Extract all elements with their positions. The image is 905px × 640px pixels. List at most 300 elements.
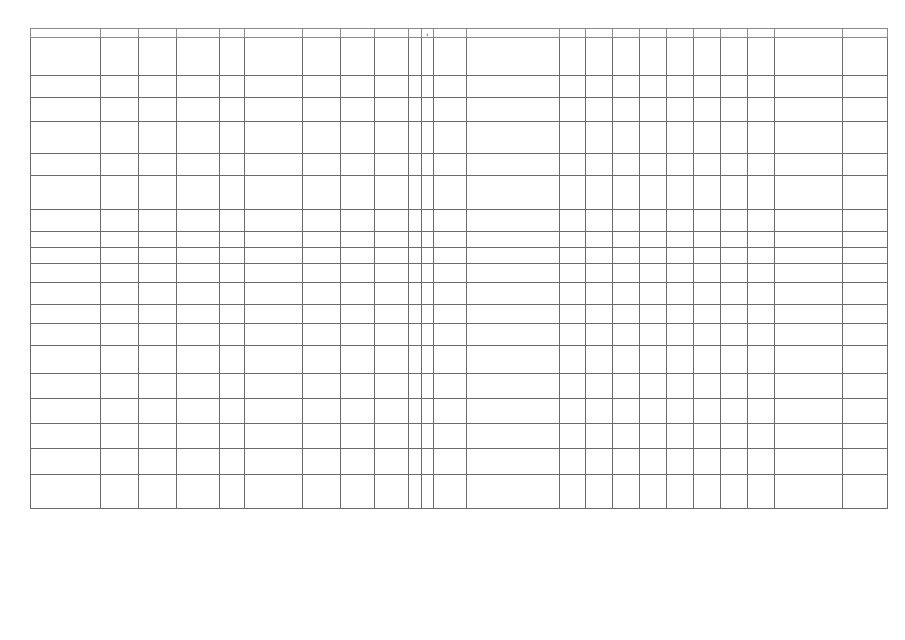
table-cell bbox=[100, 98, 138, 122]
empty-cell bbox=[748, 176, 775, 210]
empty-cell bbox=[667, 424, 694, 449]
empty-cell bbox=[640, 122, 667, 154]
table-cell bbox=[177, 154, 220, 176]
table-cell bbox=[586, 399, 613, 424]
empty-cell bbox=[694, 424, 721, 449]
table-row bbox=[31, 248, 888, 264]
table-cell bbox=[244, 424, 302, 449]
row-number-cell bbox=[31, 248, 101, 264]
table-cell bbox=[586, 449, 613, 475]
table-cell bbox=[433, 374, 467, 399]
table-cell bbox=[138, 76, 176, 98]
table-cell bbox=[244, 283, 302, 305]
table-cell bbox=[100, 248, 138, 264]
table-cell bbox=[559, 38, 586, 76]
table-cell bbox=[100, 122, 138, 154]
table-cell bbox=[586, 176, 613, 210]
empty-cell bbox=[640, 475, 667, 509]
empty-cell bbox=[667, 283, 694, 305]
table-cell bbox=[138, 324, 176, 346]
empty-cell bbox=[748, 264, 775, 283]
empty-cell bbox=[694, 283, 721, 305]
table-cell bbox=[138, 283, 176, 305]
table-cell bbox=[219, 475, 244, 509]
table-row bbox=[31, 122, 888, 154]
empty-cell bbox=[748, 324, 775, 346]
table-cell bbox=[467, 346, 559, 374]
empty-cell bbox=[667, 305, 694, 324]
table-cell bbox=[586, 98, 613, 122]
table-row bbox=[31, 449, 888, 475]
table-cell bbox=[303, 210, 341, 232]
table-cell bbox=[219, 38, 244, 76]
table-cell bbox=[586, 324, 613, 346]
empty-cell bbox=[694, 449, 721, 475]
empty-cell bbox=[613, 98, 640, 122]
table-cell bbox=[341, 176, 375, 210]
table-cell bbox=[100, 449, 138, 475]
table-cell bbox=[559, 399, 586, 424]
table-cell bbox=[244, 374, 302, 399]
table-cell bbox=[559, 176, 586, 210]
row-marker bbox=[422, 424, 433, 449]
table-cell bbox=[138, 475, 176, 509]
table-cell bbox=[341, 264, 375, 283]
table-cell bbox=[177, 122, 220, 154]
empty-cell bbox=[721, 38, 748, 76]
empty-cell bbox=[667, 264, 694, 283]
table-row bbox=[31, 399, 888, 424]
table-cell bbox=[559, 210, 586, 232]
table-cell bbox=[467, 305, 559, 324]
table-cell bbox=[303, 374, 341, 399]
table-cell bbox=[138, 374, 176, 399]
header-row bbox=[31, 29, 888, 38]
empty-cell bbox=[640, 232, 667, 248]
table-cell bbox=[467, 264, 559, 283]
empty-cell bbox=[613, 122, 640, 154]
table-cell bbox=[303, 305, 341, 324]
empty-cell bbox=[667, 475, 694, 509]
table-cell bbox=[303, 475, 341, 509]
empty-cell bbox=[613, 374, 640, 399]
table-cell bbox=[408, 283, 421, 305]
table-cell bbox=[408, 449, 421, 475]
table-cell bbox=[219, 264, 244, 283]
row-number-cell bbox=[31, 264, 101, 283]
table-cell bbox=[100, 399, 138, 424]
empty-cell bbox=[721, 264, 748, 283]
table-cell bbox=[219, 399, 244, 424]
empty-cell bbox=[775, 248, 842, 264]
table-cell bbox=[177, 305, 220, 324]
table-cell bbox=[433, 424, 467, 449]
table-cell bbox=[303, 324, 341, 346]
table-cell bbox=[138, 98, 176, 122]
empty-cell bbox=[842, 449, 887, 475]
table-cell bbox=[408, 305, 421, 324]
empty-cell bbox=[640, 305, 667, 324]
empty-cell bbox=[748, 305, 775, 324]
empty-cell bbox=[694, 210, 721, 232]
table-row bbox=[31, 305, 888, 324]
empty-cell bbox=[721, 122, 748, 154]
empty-cell bbox=[775, 283, 842, 305]
row-marker bbox=[422, 324, 433, 346]
table-cell bbox=[586, 346, 613, 374]
table-cell bbox=[138, 449, 176, 475]
row-number-cell bbox=[31, 76, 101, 98]
empty-cell bbox=[842, 76, 887, 98]
table-cell bbox=[433, 232, 467, 248]
empty-cell bbox=[842, 399, 887, 424]
empty-cell bbox=[748, 38, 775, 76]
table-row bbox=[31, 76, 888, 98]
table-cell bbox=[467, 475, 559, 509]
table-cell bbox=[138, 210, 176, 232]
table-cell bbox=[433, 324, 467, 346]
row-number-cell bbox=[31, 374, 101, 399]
row-marker bbox=[422, 374, 433, 399]
table-cell bbox=[303, 424, 341, 449]
table-cell bbox=[138, 38, 176, 76]
table-cell bbox=[586, 248, 613, 264]
row-number-cell bbox=[31, 399, 101, 424]
table-cell bbox=[559, 346, 586, 374]
table-row bbox=[31, 324, 888, 346]
table-row bbox=[31, 210, 888, 232]
row-marker bbox=[422, 248, 433, 264]
table-cell bbox=[100, 324, 138, 346]
table-cell bbox=[586, 374, 613, 399]
table-cell bbox=[586, 424, 613, 449]
table-cell bbox=[467, 424, 559, 449]
empty-cell bbox=[613, 232, 640, 248]
empty-cell bbox=[667, 98, 694, 122]
empty-cell bbox=[667, 210, 694, 232]
table-cell bbox=[219, 98, 244, 122]
empty-cell bbox=[694, 232, 721, 248]
row-marker bbox=[422, 264, 433, 283]
empty-cell bbox=[640, 424, 667, 449]
table-cell bbox=[341, 232, 375, 248]
table-cell bbox=[303, 176, 341, 210]
empty-cell bbox=[640, 76, 667, 98]
table-cell bbox=[219, 305, 244, 324]
table-cell bbox=[467, 98, 559, 122]
table-cell bbox=[100, 283, 138, 305]
table-cell bbox=[467, 374, 559, 399]
empty-cell bbox=[748, 232, 775, 248]
table-cell bbox=[375, 424, 409, 449]
empty-cell bbox=[694, 374, 721, 399]
table-cell bbox=[433, 38, 467, 76]
empty-cell bbox=[721, 475, 748, 509]
table-cell bbox=[559, 232, 586, 248]
table-cell bbox=[433, 399, 467, 424]
table-row bbox=[31, 264, 888, 283]
table-cell bbox=[244, 305, 302, 324]
empty-cell bbox=[721, 399, 748, 424]
table-cell bbox=[467, 176, 559, 210]
table-cell bbox=[100, 76, 138, 98]
empty-cell bbox=[842, 248, 887, 264]
empty-cell bbox=[694, 176, 721, 210]
empty-cell bbox=[613, 346, 640, 374]
table-cell bbox=[100, 176, 138, 210]
empty-cell bbox=[775, 475, 842, 509]
table-cell bbox=[100, 305, 138, 324]
table-cell bbox=[219, 76, 244, 98]
table-cell bbox=[341, 346, 375, 374]
empty-cell bbox=[775, 324, 842, 346]
table-cell bbox=[244, 346, 302, 374]
table-cell bbox=[244, 154, 302, 176]
table-cell bbox=[219, 374, 244, 399]
table-cell bbox=[341, 154, 375, 176]
table-cell bbox=[177, 38, 220, 76]
empty-cell bbox=[613, 38, 640, 76]
row-marker bbox=[422, 76, 433, 98]
empty-cell bbox=[775, 210, 842, 232]
table-cell bbox=[408, 264, 421, 283]
empty-cell bbox=[640, 324, 667, 346]
table-cell bbox=[467, 210, 559, 232]
empty-cell bbox=[721, 98, 748, 122]
table-row bbox=[31, 475, 888, 509]
table-cell bbox=[341, 424, 375, 449]
table-cell bbox=[303, 264, 341, 283]
empty-cell bbox=[640, 176, 667, 210]
table-cell bbox=[244, 449, 302, 475]
table-cell bbox=[375, 346, 409, 374]
empty-cell bbox=[748, 210, 775, 232]
table-cell bbox=[244, 38, 302, 76]
table-cell bbox=[177, 449, 220, 475]
table-cell bbox=[244, 324, 302, 346]
table-cell bbox=[303, 98, 341, 122]
table-cell bbox=[138, 154, 176, 176]
table-cell bbox=[341, 475, 375, 509]
table-cell bbox=[559, 283, 586, 305]
table-cell bbox=[375, 264, 409, 283]
table-cell bbox=[559, 475, 586, 509]
empty-cell bbox=[775, 374, 842, 399]
table-cell bbox=[375, 232, 409, 248]
table-cell bbox=[177, 76, 220, 98]
table-cell bbox=[244, 122, 302, 154]
registry-table bbox=[30, 28, 888, 509]
row-marker bbox=[422, 98, 433, 122]
table-cell bbox=[375, 176, 409, 210]
table-cell bbox=[375, 475, 409, 509]
empty-cell bbox=[667, 248, 694, 264]
empty-cell bbox=[667, 176, 694, 210]
table-cell bbox=[341, 324, 375, 346]
table-cell bbox=[375, 283, 409, 305]
row-marker bbox=[422, 154, 433, 176]
empty-cell bbox=[721, 248, 748, 264]
table-cell bbox=[408, 374, 421, 399]
empty-cell bbox=[748, 283, 775, 305]
table-cell bbox=[433, 176, 467, 210]
table-cell bbox=[559, 264, 586, 283]
table-cell bbox=[138, 346, 176, 374]
table-cell bbox=[219, 154, 244, 176]
empty-cell bbox=[613, 324, 640, 346]
table-cell bbox=[341, 98, 375, 122]
empty-cell bbox=[667, 232, 694, 248]
row-marker bbox=[422, 122, 433, 154]
empty-cell bbox=[721, 424, 748, 449]
empty-cell bbox=[842, 264, 887, 283]
empty-cell bbox=[694, 98, 721, 122]
table-row bbox=[31, 176, 888, 210]
table-cell bbox=[467, 154, 559, 176]
table-cell bbox=[303, 346, 341, 374]
empty-cell bbox=[640, 98, 667, 122]
table-cell bbox=[408, 248, 421, 264]
empty-cell bbox=[613, 399, 640, 424]
table-cell bbox=[408, 154, 421, 176]
table-cell bbox=[467, 122, 559, 154]
table-cell bbox=[341, 283, 375, 305]
empty-cell bbox=[842, 176, 887, 210]
empty-cell bbox=[748, 399, 775, 424]
table-cell bbox=[586, 232, 613, 248]
table-cell bbox=[408, 232, 421, 248]
table-cell bbox=[303, 232, 341, 248]
empty-cell bbox=[721, 154, 748, 176]
table-cell bbox=[375, 76, 409, 98]
empty-cell bbox=[613, 449, 640, 475]
table-cell bbox=[303, 154, 341, 176]
row-number-cell bbox=[31, 98, 101, 122]
table-cell bbox=[586, 122, 613, 154]
table-cell bbox=[467, 248, 559, 264]
empty-cell bbox=[748, 122, 775, 154]
empty-cell bbox=[613, 154, 640, 176]
table-cell bbox=[433, 346, 467, 374]
table-cell bbox=[559, 248, 586, 264]
table-cell bbox=[559, 98, 586, 122]
table-cell bbox=[341, 374, 375, 399]
empty-cell bbox=[640, 374, 667, 399]
table-cell bbox=[375, 122, 409, 154]
table-cell bbox=[303, 449, 341, 475]
table-cell bbox=[219, 449, 244, 475]
table-cell bbox=[586, 264, 613, 283]
empty-cell bbox=[613, 475, 640, 509]
table-cell bbox=[138, 122, 176, 154]
empty-cell bbox=[721, 324, 748, 346]
table-cell bbox=[219, 424, 244, 449]
empty-cell bbox=[667, 38, 694, 76]
row-marker bbox=[422, 346, 433, 374]
empty-cell bbox=[640, 38, 667, 76]
table-cell bbox=[341, 38, 375, 76]
empty-cell bbox=[721, 374, 748, 399]
table-cell bbox=[100, 232, 138, 248]
empty-cell bbox=[667, 76, 694, 98]
table-cell bbox=[100, 374, 138, 399]
row-number-cell bbox=[31, 424, 101, 449]
empty-cell bbox=[721, 232, 748, 248]
table-cell bbox=[138, 232, 176, 248]
row-number-cell bbox=[31, 305, 101, 324]
empty-cell bbox=[775, 76, 842, 98]
table-cell bbox=[219, 210, 244, 232]
table-cell bbox=[586, 305, 613, 324]
empty-cell bbox=[694, 305, 721, 324]
empty-cell bbox=[667, 122, 694, 154]
empty-cell bbox=[775, 305, 842, 324]
empty-cell bbox=[667, 449, 694, 475]
row-marker bbox=[422, 305, 433, 324]
row-number-cell bbox=[31, 176, 101, 210]
empty-cell bbox=[748, 76, 775, 98]
table-cell bbox=[244, 76, 302, 98]
empty-cell bbox=[842, 154, 887, 176]
table-cell bbox=[303, 399, 341, 424]
table-cell bbox=[375, 449, 409, 475]
table-cell bbox=[219, 122, 244, 154]
row-number-cell bbox=[31, 346, 101, 374]
empty-cell bbox=[694, 154, 721, 176]
empty-cell bbox=[694, 399, 721, 424]
table-cell bbox=[100, 475, 138, 509]
table-cell bbox=[433, 305, 467, 324]
table-cell bbox=[177, 210, 220, 232]
empty-cell bbox=[721, 76, 748, 98]
table-cell bbox=[586, 475, 613, 509]
table-cell bbox=[559, 154, 586, 176]
empty-cell bbox=[775, 232, 842, 248]
table-cell bbox=[219, 232, 244, 248]
row-number-cell bbox=[31, 210, 101, 232]
table-row bbox=[31, 346, 888, 374]
table-cell bbox=[467, 283, 559, 305]
table-row bbox=[31, 232, 888, 248]
empty-cell bbox=[613, 283, 640, 305]
table-cell bbox=[138, 305, 176, 324]
table-cell bbox=[559, 424, 586, 449]
table-cell bbox=[433, 154, 467, 176]
table-cell bbox=[408, 324, 421, 346]
row-number-cell bbox=[31, 283, 101, 305]
table-cell bbox=[559, 324, 586, 346]
table-cell bbox=[100, 154, 138, 176]
table-cell bbox=[138, 176, 176, 210]
table-cell bbox=[100, 264, 138, 283]
table-cell bbox=[375, 98, 409, 122]
empty-cell bbox=[667, 154, 694, 176]
table-cell bbox=[244, 176, 302, 210]
table-cell bbox=[219, 346, 244, 374]
table-cell bbox=[375, 374, 409, 399]
table-cell bbox=[244, 232, 302, 248]
row-marker bbox=[422, 449, 433, 475]
empty-cell bbox=[842, 232, 887, 248]
empty-cell bbox=[667, 374, 694, 399]
table-cell bbox=[244, 98, 302, 122]
row-number-cell bbox=[31, 154, 101, 176]
row-marker bbox=[422, 176, 433, 210]
table-cell bbox=[467, 449, 559, 475]
empty-cell bbox=[775, 176, 842, 210]
row-marker bbox=[422, 210, 433, 232]
empty-cell bbox=[842, 324, 887, 346]
